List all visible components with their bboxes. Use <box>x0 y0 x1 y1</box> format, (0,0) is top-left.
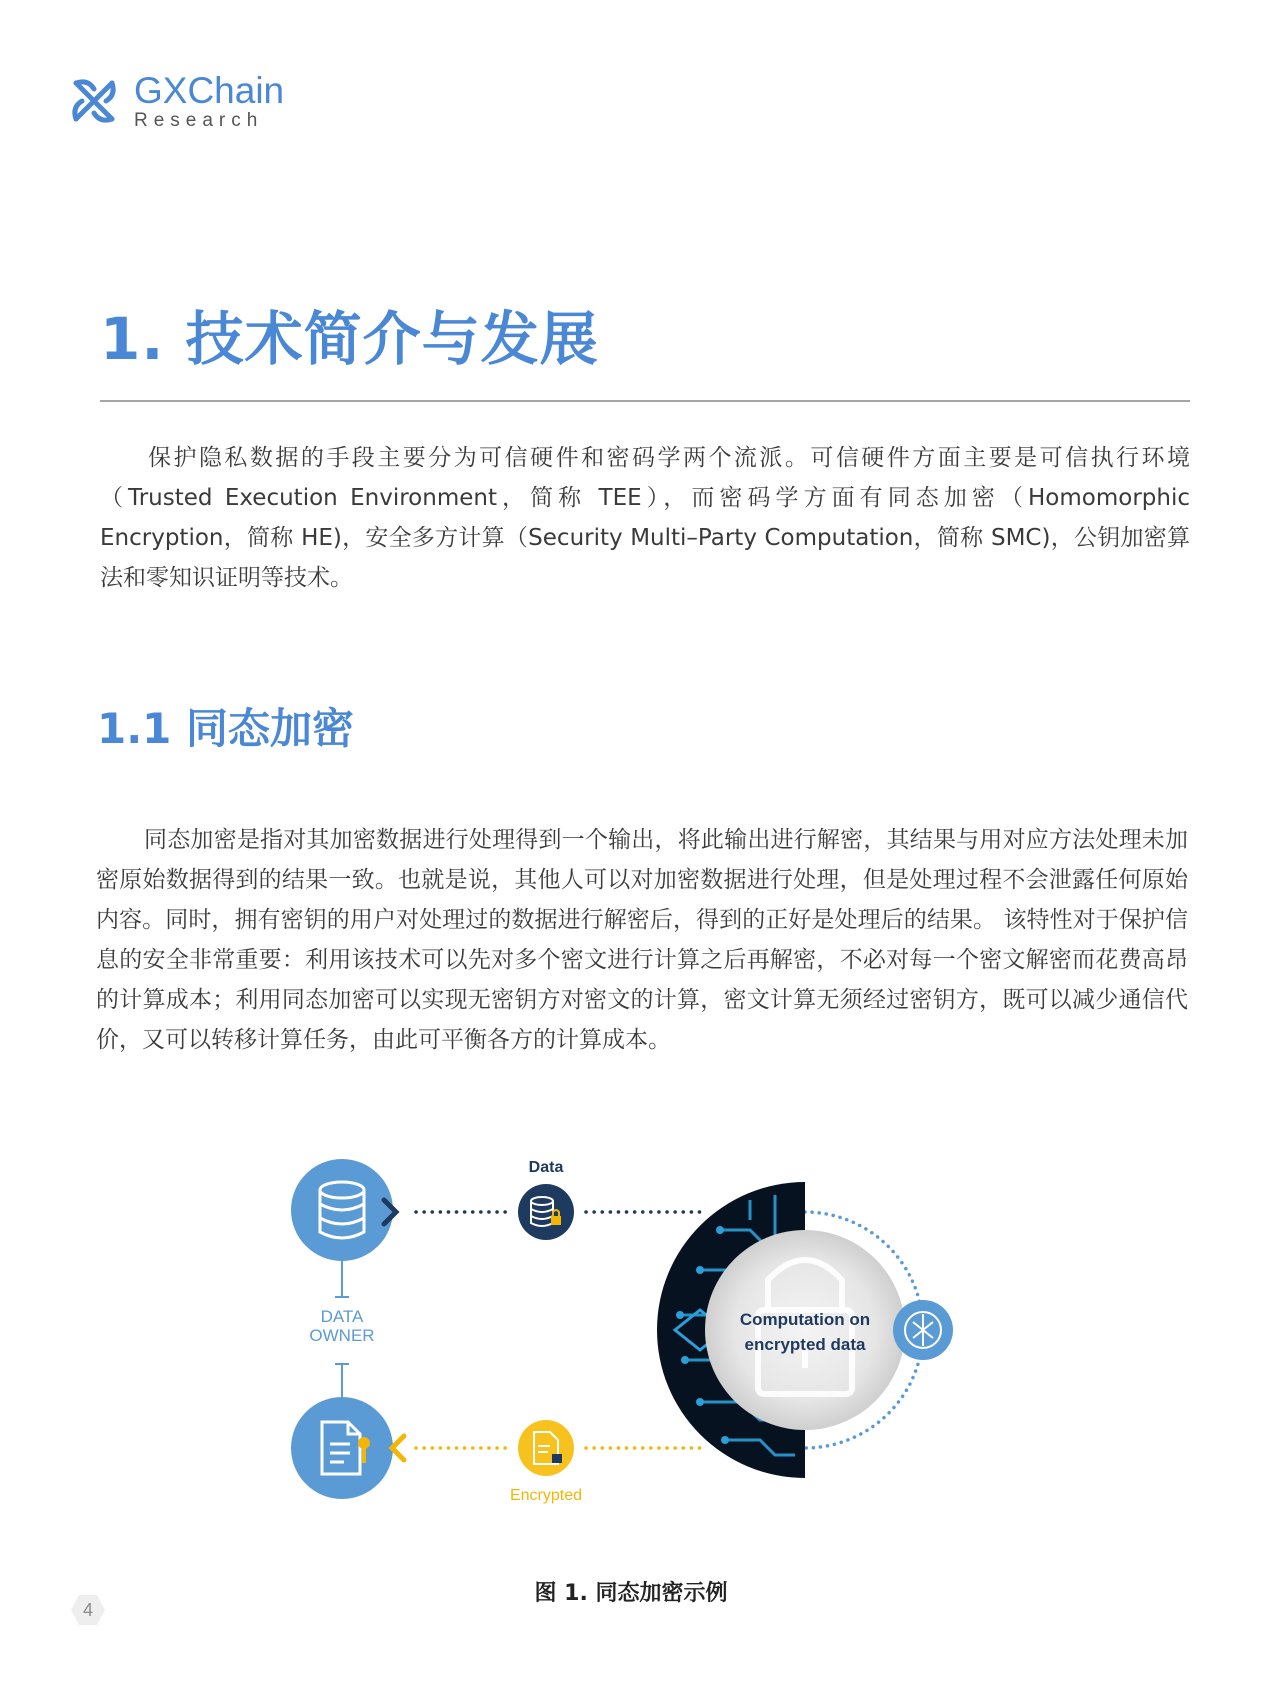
intro-paragraph: 保护隐私数据的手段主要分为可信硬件和密码学两个流派。可信硬件方面主要是可信执行环境（Trusted Execution Environment，简称 TEE），而密码学方面有同态加密（Homomorphic Encryption，简称 HE)，安全多方计算（Security Multi–Party Computation，简称 SMC)，公钥加密算法和零知识证明等技术。 <box>100 445 1190 591</box>
figure-diagram <box>280 1140 1040 1522</box>
logo-subtitle: Research <box>134 110 264 131</box>
homomorphic-encryption-figure <box>280 1140 1040 1522</box>
subsection-paragraph: 同态加密是指对其加密数据进行处理得到一个输出，将此输出进行解密，其结果与用对应方法处理未加密原始数据得到的结果一致。也就是说，其他人可以对加密数据进行处理，但是处理过程不会泄露任何原始内容。同时，拥有密钥的用户对处理过的数据进行解密后，得到的正好是处理后的结果。 该特性对于保护信息的安全非常重要：利用该技术可以先对多个密文进行计算之后再解密，不必对每一个密文解密而花费高昂的计算成本；利用同态加密可以实现无密钥方对密文的计算，密文计算无须经过密钥方，既可以减少通信代价，又可以转移计算任务，由此可平衡各方的计算成本。 <box>96 827 1188 1053</box>
data-label: Data <box>528 1159 564 1176</box>
figure-caption: 图 1. 同态加密示例 <box>534 1581 728 1606</box>
section-divider <box>100 400 1190 402</box>
database-icon <box>291 1159 393 1261</box>
brain-circuit-icon <box>893 1300 953 1360</box>
brand-logo <box>68 72 284 130</box>
document-key-icon <box>291 1397 393 1499</box>
compute-label-line1: Computation on <box>739 1310 871 1329</box>
database-lock-icon <box>518 1184 574 1240</box>
owner-label-line1: DATA <box>320 1307 364 1326</box>
page-number: 4 <box>82 1600 93 1620</box>
section-title: 1. 技术简介与发展 <box>100 305 599 373</box>
page-number-badge <box>70 1592 106 1628</box>
document-lock-icon <box>518 1420 574 1476</box>
chevron-left-icon <box>392 1436 404 1460</box>
owner-label-line2: OWNER <box>309 1326 375 1345</box>
gxchain-logo-icon <box>68 75 120 127</box>
encrypted-label: Encrypted <box>509 1487 583 1504</box>
subsection-title: 1.1 同态加密 <box>97 704 355 753</box>
logo-name: GXChain <box>134 70 285 111</box>
compute-label-line2: encrypted data <box>744 1335 866 1354</box>
